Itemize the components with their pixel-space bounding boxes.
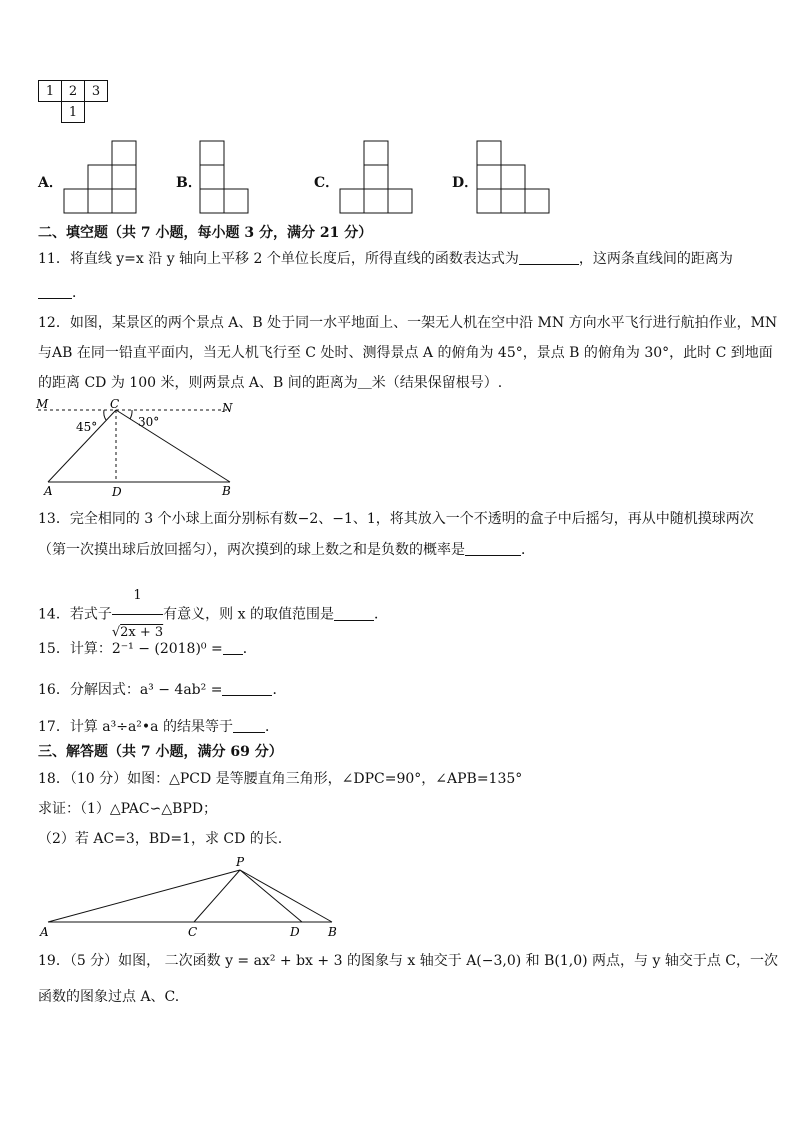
q13-end: ． xyxy=(521,542,535,558)
q13-text: （第一次摸出球后放回摇匀），两次摸到的球上数之和是负数的概率是 xyxy=(38,542,465,558)
answer-blank xyxy=(223,640,243,655)
label-p: P xyxy=(236,855,245,869)
label-d: D xyxy=(290,925,300,939)
grid-cell: 1 xyxy=(62,102,85,123)
label-b: B xyxy=(222,484,231,498)
q11-end: ． xyxy=(72,285,86,301)
line-cb xyxy=(116,410,230,482)
grid-cell: 2 xyxy=(62,81,85,102)
q14-pre: 14．若式子 xyxy=(38,606,112,623)
option-d-label: D． xyxy=(452,175,479,191)
q14-radicand: 2x + 3 xyxy=(120,625,164,640)
label-b: B xyxy=(328,925,337,939)
q18-figure xyxy=(34,854,344,940)
answer-blank xyxy=(519,250,579,265)
q19-line1: 19．（5 分）如图， 二次函数 y = ax² + bx + 3 的图象与 x 轴交于 A(−3,0) 和 B(1,0) 两点，与 y 轴交于点 C，一次 xyxy=(38,953,779,969)
q14-numerator: 1 xyxy=(112,578,163,615)
q16-expr: a³ − 4ab² = xyxy=(139,682,223,698)
section2-title: 二、填空题（共 7 小题，每小题 3 分，满分 21 分） xyxy=(38,225,373,241)
answer-blank xyxy=(233,718,265,733)
label-n: N xyxy=(222,401,233,415)
option-a-label: A． xyxy=(38,175,63,191)
answer-blank xyxy=(38,284,72,299)
option-c-figure xyxy=(338,140,418,216)
option-b-label: B． xyxy=(176,175,202,191)
q17-line xyxy=(38,718,279,736)
label-d: D xyxy=(112,485,122,499)
q18-line1: 18．（10 分）如图：△PCD 是等腰直角三角形，∠DPC=90°，∠APB=135° xyxy=(38,771,523,787)
q11-text-end: ，这两条直线间的距离为 xyxy=(578,251,733,267)
q12-line1: 12．如图，某景区的两个景点 A、B 处于同一水平地面上、一架无人机在空中沿 MN 方向水平飞行进行航拍作业，MN xyxy=(38,315,778,331)
answer-blank xyxy=(334,606,374,621)
label-m: M xyxy=(36,398,49,411)
q12-figure xyxy=(34,398,244,500)
q17-end: ． xyxy=(264,719,279,735)
q17-pre: 17．计算 a³÷a²•a 的结果等于 xyxy=(38,719,233,735)
q15-expr: 2⁻¹ − (2018)⁰ = xyxy=(111,641,223,657)
q11-line2 xyxy=(38,284,86,302)
line-pc xyxy=(194,870,240,922)
q13-line2 xyxy=(38,541,535,559)
q13-line1: 13．完全相同的 3 个小球上面分别标有数−2、−1、1，将其放入一个不透明的盒子中后摇匀，再从中随机摸球两次 xyxy=(38,511,754,527)
top-view-grid xyxy=(38,80,108,123)
q18-line2: 求证：（1）△PAC∽△BPD； xyxy=(38,801,218,817)
option-c-label: C． xyxy=(314,175,340,191)
option-a-figure xyxy=(62,140,142,216)
option-b-figure xyxy=(198,140,254,216)
q19-line2: 函数的图象过点 A、C. xyxy=(38,989,180,1005)
q16-end: ． xyxy=(272,682,287,698)
label-a: A xyxy=(40,925,49,939)
label-c: C xyxy=(110,398,120,411)
line-pd xyxy=(240,870,302,922)
q11-line1 xyxy=(38,250,733,268)
q14-post: 有意义，则 x 的取值范围是 xyxy=(163,606,334,623)
q12-line2: 与AB 在同一铅直平面内，当无人机飞行至 C 处时、测得景点 A 的俯角为 45°，景点 B 的俯角为 30°，此时 C 到地面 xyxy=(38,345,773,361)
q18-line3: （2）若 AC=3，BD=1，求 CD 的长. xyxy=(38,831,283,847)
q14-end: ． xyxy=(373,606,388,623)
q15-end: ． xyxy=(242,641,257,657)
q15-line xyxy=(38,640,257,658)
q12-line3: 的距离 CD 为 100 米，则两景点 A、B 间的距离为＿米（结果保留根号）. xyxy=(38,375,503,391)
answer-blank xyxy=(222,681,272,696)
q14-denominator: √2x + 3 xyxy=(111,625,164,640)
label-c: C xyxy=(188,925,198,939)
q15-pre: 15．计算： xyxy=(38,641,112,657)
section3-title: 三、解答题（共 7 小题，满分 69 分） xyxy=(38,744,283,760)
label-45: 45° xyxy=(76,420,98,434)
line-pb xyxy=(240,870,332,922)
label-a: A xyxy=(44,484,53,498)
line-pa xyxy=(48,870,240,922)
q16-line xyxy=(38,681,286,699)
option-d-figure xyxy=(475,140,555,216)
grid-cell: 1 xyxy=(39,81,62,102)
q16-pre: 16．分解因式： xyxy=(38,682,140,698)
q11-text: 11．将直线 y=x 沿 y 轴向上平移 2 个单位长度后，所得直线的函数表达式为 xyxy=(38,251,519,267)
answer-blank xyxy=(465,541,521,556)
label-30: 30° xyxy=(138,415,160,429)
grid-cell: 3 xyxy=(85,81,108,102)
